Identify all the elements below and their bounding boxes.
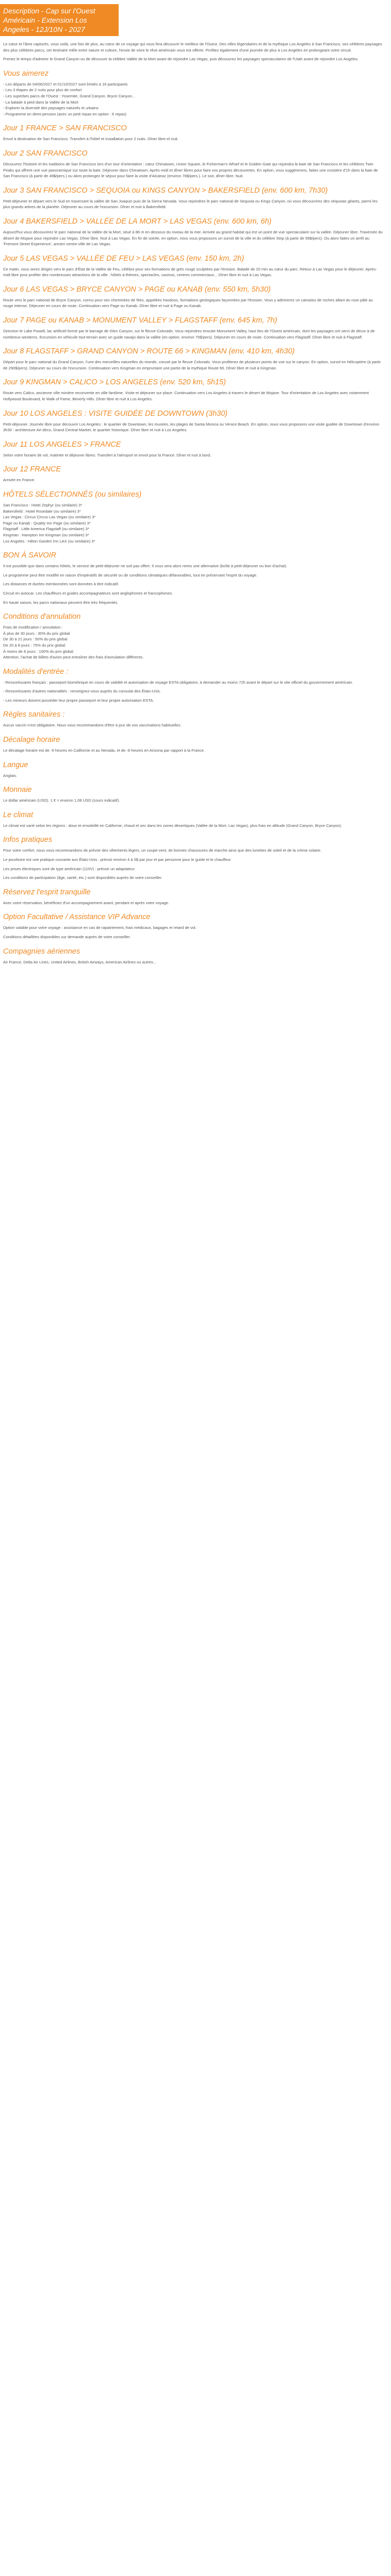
options-item: Option valable pour votre voyage : assistance en cas de rapatriement, frais médicaux, bagages et retard de vol. <box>3 925 197 930</box>
day-heading: Jour 8 FLAGSTAFF > GRAND CANYON > ROUTE 66 > KINGMAN (env. 410 km, 4h30) <box>3 347 295 356</box>
day-heading: Jour 10 LOS ANGELES : VISITE GUIDÉE DE DOWNTOWN (3h30) <box>3 409 228 418</box>
timezone-heading: Décalage horaire <box>3 736 60 744</box>
cancellation-list <box>3 624 384 660</box>
day-heading: Jour 1 FRANCE > SAN FRANCISCO <box>3 124 127 133</box>
day-text: Arrivée en France. <box>3 478 36 483</box>
day-heading: Jour 12 FRANCE <box>3 465 61 474</box>
list-item: - Explorer la diversité des paysages naturels et urbains <box>3 106 99 111</box>
hotel-item: San Francisco : Hotel Zephyr (ou similaire) 3* <box>3 503 83 507</box>
day-text: Petit-déjeuner et départ vers le Sud en traversant la vallée de San Joaquin puis de la Sierra Nevada. Vous rejoindrez le parc national de Sequoia ou Kings Canyon, où vous découvrirez des séquoias géants, parmi les plus grands arbres de la planète. Déjeuner au cours de l'excursion. Dîner et nuit à Bakersfield. <box>3 198 378 210</box>
highlights-heading: Vous aimerez <box>3 69 49 78</box>
health-heading: Règles sanitaires : <box>3 710 65 719</box>
airlines-heading: Compagnies aériennes <box>3 947 80 956</box>
practical-info-heading: Infos pratiques <box>3 836 53 844</box>
day-text: Route vers Calico, ancienne ville minière reconvertie en ville fantôme. Visite et déjeuner sur place. Continuation vers Los Angeles à travers le désert de Mojave. Tour d'orientation de Los Angeles avec notamment Hollywood Boulevard, le Walk of Fame, Beverly Hills. Dîner libre et nuit à Los Angeles. <box>3 391 369 402</box>
entry-item: - Les mineurs doivent posséder leur propre passeport et leur propre autorisation ESTA. <box>3 698 154 703</box>
good-to-know-heading: BON À SAVOIR <box>3 551 57 560</box>
page <box>0 4 391 2576</box>
day-text: Départ pour le parc national du Grand Canyon, l'une des merveilles naturelles du monde, creusé par le fleuve Colorado. Vous profiterez de plusieurs points de vue sur le canyon. En option, survol en hélicoptère (à partir de 290$/pers). Déjeuner au cours de l'excursion. Continuation vers Kingman en empruntant une partie de la mythique Route 66. Dîner libre et nuit à Kingman. <box>3 360 381 370</box>
list-item: - Les départs de 04/06/2027 et 01/10/2027 sont limités à 16 participants <box>3 81 128 87</box>
intro-paragraph: Le cœur et l'âme capturés, vous voilà, une fois de plus, au cœur de ce voyage qui vous fera découvrir le meilleur de l'Ouest. Des villes légendaires et de la mythique Los Angeles à San Francisco, ses célèbres paysages des plus célèbres parcs, cet itinéraire mêle entre nature et culture, l'envie de vivre le rêve américain vous est offerte. Profitez également d'une journée de plus à Los Angeles en prolongeant votre circuit. <box>3 42 382 53</box>
climate-text: Le climat est varié selon les régions : doux et ensoleillé en Californie, chaud et sec dans les zones désertiques (Vallée de la Mort, Las Vegas), plus frais en altitude (Grand Canyon, Bryce Canyon). <box>3 823 343 828</box>
hotel-item: Bakersfield : Hotel Rosedale (ou similaire) 3* <box>3 509 81 514</box>
good-to-know-item: Circuit en autocar. Les chauffeurs et guides accompagnateurs sont anglophones et francophones. <box>3 590 173 596</box>
climate-heading: Le climat <box>3 810 34 819</box>
good-to-know-item: En haute saison, les parcs nationaux peuvent être très fréquentés. <box>3 600 119 605</box>
hotel-item: Flagstaff : Little America Flagstaff (ou similaire) 3* <box>3 527 89 532</box>
cancellation-item: À moins de 8 jours : 100% du prix global <box>3 649 73 654</box>
currency-heading: Monnaie <box>3 786 32 794</box>
currency-text: Le dollar américain (USD). 1 € = environ 1,08 USD (cours indicatif). <box>3 798 120 803</box>
day-heading: Jour 5 LAS VEGAS > VALLÉE DE FEU > LAS VEGAS (env. 150 km, 2h) <box>3 254 245 263</box>
list-item: - La balade à pied dans la Vallée de la Mort <box>3 99 78 105</box>
language-heading: Langue <box>3 760 28 769</box>
cancellation-item: De 20 à 8 jours : 75% du prix global <box>3 642 66 648</box>
title-banner <box>0 4 119 36</box>
book-heading: Réservez l'esprit tranquille <box>3 888 91 896</box>
book-text: Avec votre réservation, bénéficiez d'un accompagnement avant, pendant et après votre voyage. <box>3 900 170 905</box>
hotel-item: Kingman : Hampton Inn Kingman (ou similaire) 3* <box>3 532 89 537</box>
timezone-text: Le décalage horaire est de -9 heures en Californie et au Nevada, et de -8 heures en Arizona par rapport à la France. <box>3 748 205 753</box>
practical-info-item: Les prises électriques sont de type américain (110V) : prévoir un adaptateur. <box>3 866 136 871</box>
hotel-item: Las Vegas : Circus Circus Las Vegas (ou similaire) 3* <box>3 515 96 520</box>
practical-info-item: Pour votre confort, nous vous recommandons de prévoir des vêtements légers, un coupe-vent, de bonnes chaussures de marche ainsi que des lunettes de soleil et de la crème solaire. <box>3 848 322 853</box>
practical-info-item: Le pourboire est une pratique courante aux États-Unis : prévoir environ 4 à 5$ par jour et par personne pour le guide et le chauffeur. <box>3 857 232 862</box>
language-text: Anglais. <box>3 773 18 778</box>
options-item: Conditions détaillées disponibles sur demande auprès de votre conseiller. <box>3 935 131 939</box>
health-text: Aucun vaccin n'est obligatoire. Nous vous recommandons d'être à jour de vos vaccinations habituelles. <box>3 723 182 728</box>
hotels-list <box>3 502 384 544</box>
content <box>0 41 391 965</box>
good-to-know-item: Il est possible que dans certains hôtels, le service de petit-déjeuner ne soit pas offert. Il vous sera alors remis une alternative (boîte à petit-déjeuner ou bon d'achat). <box>3 564 287 569</box>
day-heading: Jour 4 BAKERSFIELD > VALLÉE DE LA MORT > LAS VEGAS (env. 600 km, 6h) <box>3 217 272 226</box>
day-text: Selon votre horaire de vol, matinée et déjeuner libres. Transfert à l'aéroport et envol pour la France. Dîner et nuit à bord. <box>3 452 211 457</box>
day-heading: Jour 6 LAS VEGAS > BRYCE CANYON > PAGE ou KANAB (env. 550 km, 5h30) <box>3 285 271 294</box>
good-to-know-item: Le programme peut être modifié en raison d'impératifs de sécurité ou de conditions climatiques défavorables, tout en préservant l'esprit du voyage. <box>3 572 257 578</box>
day-text: Route vers le parc national de Bryce Canyon, connu pour ses cheminées de fées, appelées hoodoos, formations géologiques façonnées par l'érosion. Vous y admirerez un camaïeu de roches allant du rose pâle au rouge intense. Déjeuner en cours de route. Continuation vers Page ou Kanab. Dîner libre et nuit à Page ou Kanab. <box>3 297 373 309</box>
page-title: Description - Cap sur l'Ouest Américain - Extension Los Angeles - 12J/10N - 2027 <box>3 7 95 33</box>
entry-item: - Ressortissants d'autres nationalités : renseignez-vous auprès du consulat des États-Unis. <box>3 689 161 694</box>
hotel-item: Page ou Kanab : Quality Inn Page (ou similaire) 3* <box>3 520 91 526</box>
hotel-item: Los Angeles : Hilton Garden Inn LAX (ou similaire) 3* <box>3 538 95 544</box>
day-text: Ce matin, vous serez dirigés vers le parc d'État de la Vallée de Feu, célèbre pour ses formations de grès rouge sculptées par l'érosion. Balade de 20 min au cœur du parc. Retour à Las Vegas pour le déjeuner. Après-midi libre pour profiter des nombreuses attractions de la ville : hôtels à thèmes, spectacles, casinos, centres commerciaux... Dîner libre et nuit à Las Vegas. <box>3 266 377 278</box>
day-text: Direction le Lake Powell, lac artificiel formé par le barrage de Glen Canyon, sur le fleuve Colorado. Vous rejoindrez ensuite Monument Valley, haut lieu de l'Ouest américain, dont les paysages ont servi de décor à de nombreux westerns. Excursion en véhicule tout-terrain avec un guide navajo dans la vallée (en option, environ 75$/pers). Déjeuner en cours de route. Continuation vers Flagstaff. Dîner libre et nuit à Flagstaff. <box>3 329 375 340</box>
intro-paragraph: Prenez le temps d'admirer le Grand Canyon ou de découvrir la célèbre Vallée de la Mort avant de rejoindre Las Vegas, puis découvrez les paysages spectaculaires de l'Utah avant de rejoindre Los Angeles. <box>3 57 359 62</box>
list-item: - Les superbes parcs de l'Ouest : Yosemite, Grand Canyon, Bryce Canyon... <box>3 93 135 98</box>
cancellation-item: De 30 à 21 jours : 50% du prix global <box>3 637 68 642</box>
day-heading: Jour 9 KINGMAN > CALICO > LOS ANGELES (env. 520 km, 5h15) <box>3 378 226 387</box>
day-heading: Jour 7 PAGE ou KANAB > MONUMENT VALLEY > FLAGSTAFF (env. 645 km, 7h) <box>3 316 278 325</box>
entry-item: - Ressortissants français : passeport biométrique en cours de validité et autorisation de voyage ESTA obligatoire, à demander au moins 72h avant le départ sur le site officiel du gouvernement américain. <box>3 680 353 685</box>
day-text: Petit-déjeuner. Journée libre pour découvrir Los Angeles : le quartier de Downtown, les musées, les plages de Santa Monica ou Venice Beach. En option, nous vous proposons une visite guidée de Downtown d'environ 3h30 : architecture Art déco, Grand Central Market, le quartier historique. Dîner libre et nuit à Los Angeles. <box>3 421 380 433</box>
entry-requirements-heading: Modalités d'entrée : <box>3 667 69 676</box>
airlines-text: Air France, Delta Air Lines, United Airlines, British Airways, American Airlines ou autres... <box>3 959 157 964</box>
day-heading: Jour 3 SAN FRANCISCO > SEQUOIA ou KINGS CANYON > BAKERSFIELD (env. 600 km, 7h30) <box>3 186 328 195</box>
cancellation-item: À plus de 30 jours : 30% du prix global <box>3 631 70 636</box>
day-heading: Jour 2 SAN FRANCISCO <box>3 149 88 158</box>
options-heading: Option Facultative / Assistance VIP Advance <box>3 913 151 922</box>
list-item: - Les 3 étapes de 2 nuits pour plus de confort <box>3 88 82 93</box>
cancellation-heading: Conditions d'annulation <box>3 613 81 621</box>
good-to-know-item: Les distances et durées mentionnées sont données à titre indicatif. <box>3 582 119 587</box>
cancellation-item: Frais de modification / annulation : <box>3 625 63 630</box>
day-text: Aujourd'hui vous découvrirez le parc national de la Vallée de la Mort, situé à 86 m en dessous du niveau de la mer. Arrivée au grand habitat qui est un point de vue spectaculaire sur la vallée. Déjeuner libre. Traversée du désert de Mojave pour rejoindre Las Vegas. Dîner libre. Nuit à Las Vegas. En fin de soirée, en option, nous vous proposons un survol de la ville et du célèbre Strip (à partir de 99$/pers). Ou alors faites un arrêt au 'Fremont Street Experience', ancien centre-ville de Las Vegas. <box>3 229 383 247</box>
practical-info-item: Les conditions de participation (âge, santé, etc.) sont disponibles auprès de votre conseiller. <box>3 875 162 880</box>
day-heading: Jour 11 LOS ANGELES > FRANCE <box>3 440 121 449</box>
day-text: Envol à destination de San Francisco. Transfert à l'hôtel et installation pour 2 nuits. Dîner libre et nuit. <box>3 137 178 142</box>
day-text: Découvrez l'histoire et les traditions de San Francisco lors d'un tour d'orientation : cœur Chinatown, Union Square, le Fisherman's Wharf et le Golden Gate qui rejoindra la baie de San Francisco et les célèbres Twin Peaks qui offrent une vue panoramique sur toute la baie. Déjeuner dans Chinatown. Après-midi et dîner libres pour faire vos propres découvertes. En option, vous suggérerons, faites une croisière d'1h dans la baie de San Francisco (à partir de 49$/pers.) ou alors prolongez le séjour pour faire la visite d'Alcatraz (environ 78$/pers.). Le soir, dîner libre. Nuit. <box>3 161 378 179</box>
itinerary <box>3 124 384 483</box>
list-item: - Programme en demi-pension (avec un petit repas en option : 6 repas) <box>3 111 126 116</box>
hotels-heading: HÔTELS SÉLECTIONNÉS (ou similaires) <box>3 490 142 499</box>
highlights-list <box>3 81 384 117</box>
cancellation-item: Attention, l'achat de billets d'avion peut entraîner des frais d'annulation différents. <box>3 655 144 660</box>
